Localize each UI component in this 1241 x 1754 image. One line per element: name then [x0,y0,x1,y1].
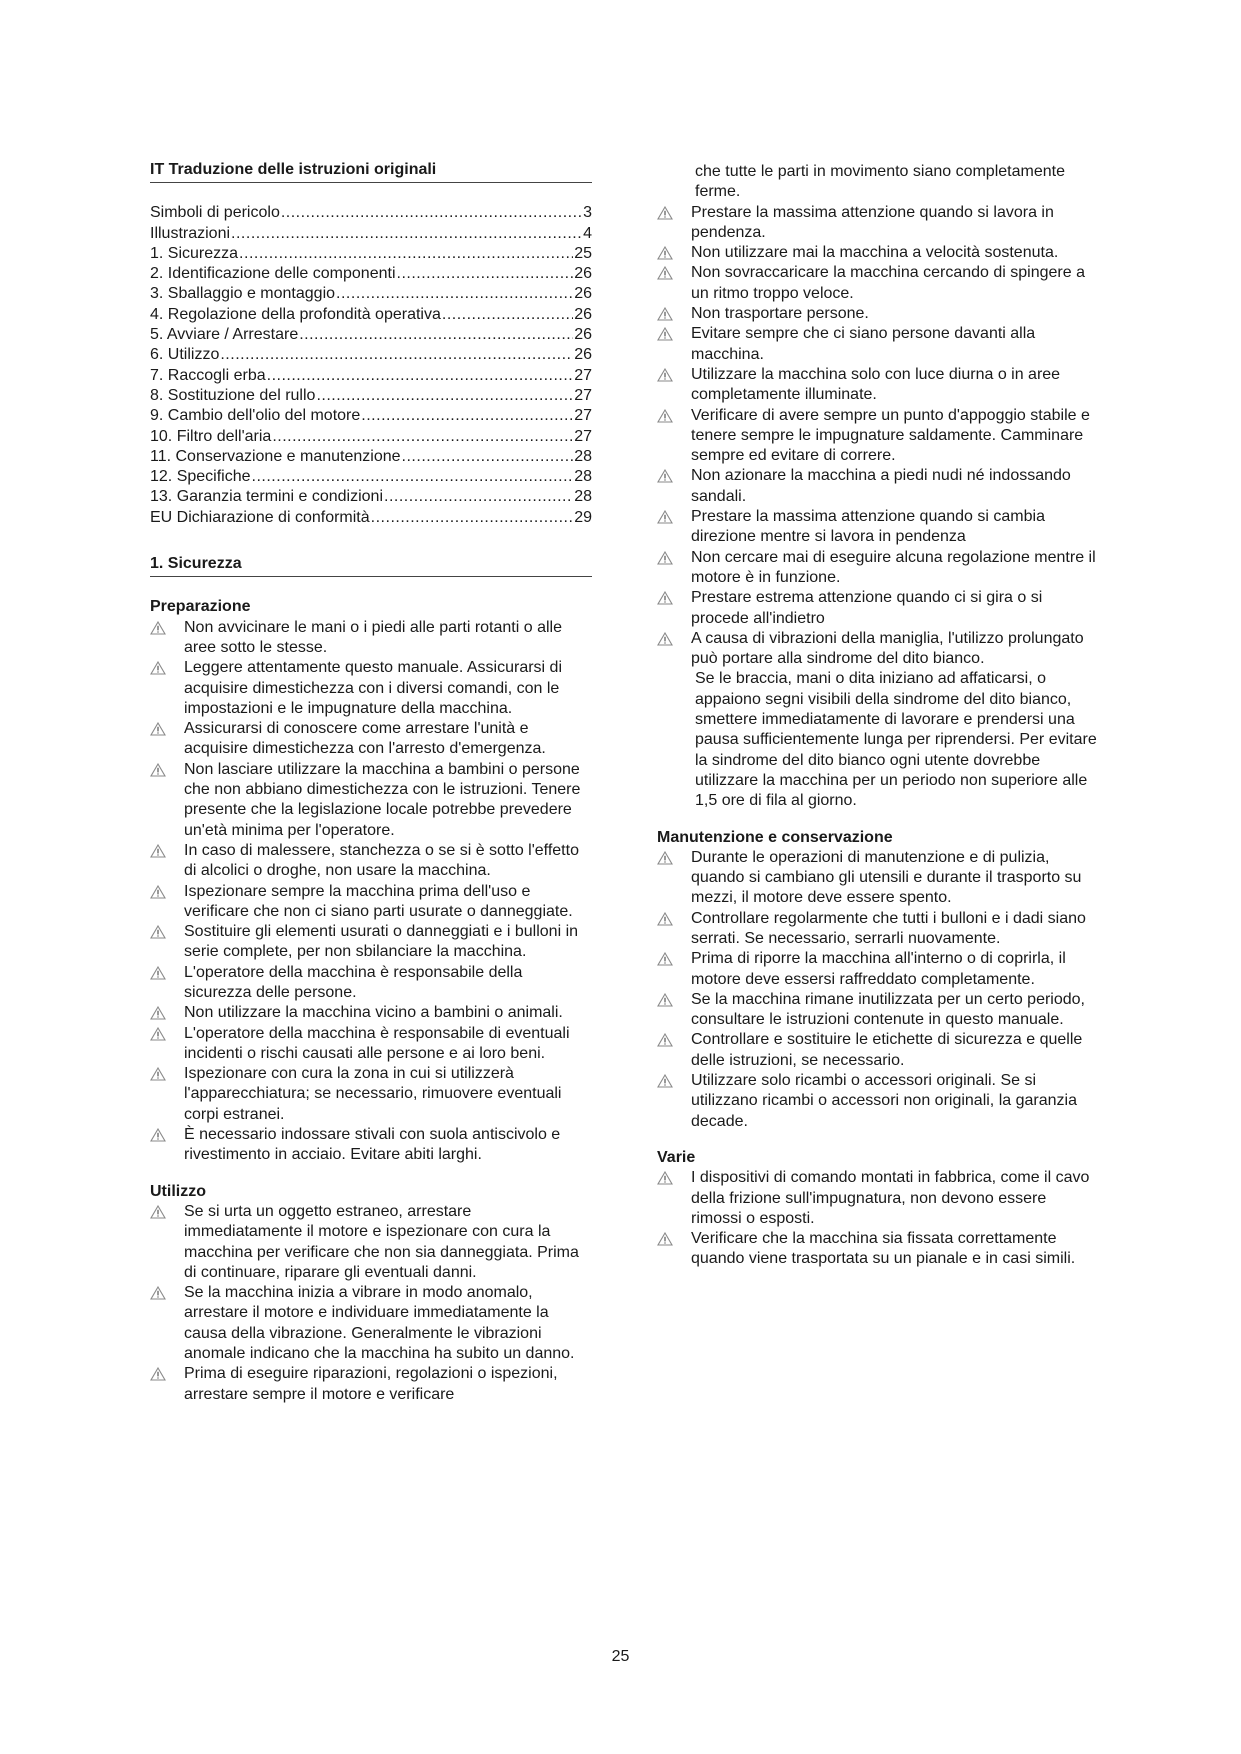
toc-entry-page: 26 [574,346,592,364]
toc-entry-page: 28 [574,488,592,506]
warning-triangle-icon [657,307,673,321]
subheading-utilizzo: Utilizzo [150,1182,206,1200]
toc-entry-label: 9. Cambio dell'olio del motore [150,407,361,425]
list-item [657,990,1097,1031]
warning-triangle-icon [150,1027,166,1041]
toc-leader-dots [442,305,573,325]
list-item [657,243,1097,263]
list-item-text: Utilizzare la macchina solo con luce diurna o in aree completamente illuminate. [691,365,1061,404]
list-item [657,1168,1097,1229]
list-item-text: A causa di vibrazioni della maniglia, l'utilizzo prolungato può portare alla sindrome del dito bianco. [691,629,1084,668]
warning-triangle-icon [657,246,673,260]
toc-leader-dots [402,447,574,467]
list-item-text: Se la macchina rimane inutilizzata per un certo periodo, consultare le istruzioni contenute in questo manuale. [691,990,1085,1029]
list-item-text: Prestare la massima attenzione quando si lavora in pendenza. [691,203,1054,241]
warning-triangle-icon [657,206,673,220]
list-item [657,909,1097,950]
toc-entry-label: 7. Raccogli erba [150,366,266,384]
warning-triangle-icon [150,844,166,858]
list-item-text: Verificare che la macchina sia fissata correttamente quando viene trasportata su un pianale e in casi simili. [691,1230,1076,1268]
manutenzione-list [657,848,1097,1132]
warning-triangle-icon [150,1128,166,1142]
list-item-text: Prestare la massima attenzione quando si cambia direzione mentre si lavora in pendenza [691,508,1045,546]
warning-triangle-icon [657,1171,673,1185]
list-item [150,1364,592,1405]
list-item-text: Se si urta un oggetto estraneo, arrestare immediatamente il motore e ispezionare con cura la macchina per verificare che non sia danneggiata. Prima di continuare, riparare gli eventuali danni. [184,1202,579,1281]
toc-entry [150,406,592,426]
list-item [150,922,592,963]
warning-triangle-icon [150,763,166,777]
subheading-varie: Varie [657,1148,696,1166]
list-item [657,406,1097,467]
list-item-text: Durante le operazioni di manutenzione e di pulizia, quando si cambiano gli utensili e durante il trasporto su mezzi, il motore deve essere spento. [691,848,1082,907]
toc-leader-dots [361,406,573,426]
toc-entry [150,264,592,284]
list-item [150,841,592,882]
list-item [150,963,592,1004]
toc-entry [150,366,592,386]
list-item [657,1071,1097,1132]
toc-entry [150,386,592,406]
toc-entry [150,487,592,507]
toc-entry-label: Illustrazioni [150,224,231,242]
page-number: 25 [611,1648,630,1665]
toc-entry-label: 11. Conservazione e manutenzione [150,447,401,465]
preparazione-list [150,618,592,1166]
toc-entry [150,467,592,487]
toc-entry-page: 28 [574,468,592,486]
warning-triangle-icon [657,993,673,1007]
list-item [150,1125,592,1166]
warning-triangle-icon [150,1367,166,1381]
warning-triangle-icon [150,1006,166,1020]
toc-entry-label: 12. Specifiche [150,468,251,486]
list-item [657,365,1097,406]
toc-leader-dots [231,224,582,244]
list-item-text: Non azionare la macchina a piedi nudi né indossando sandali. [691,467,1071,505]
list-item [150,1202,592,1283]
list-item-text: Non sovraccaricare la macchina cercando di spingere a un ritmo troppo veloce. [691,264,1085,302]
list-item-text: L'operatore della macchina è responsabile della sicurezza delle persone. [184,963,523,1001]
section-heading-sicurezza: 1. Sicurezza [150,554,592,577]
list-item [150,618,592,659]
warning-triangle-icon [657,632,673,646]
toc-entry-page: 25 [574,244,592,262]
list-item [150,719,592,760]
toc-leader-dots [281,203,582,223]
list-item [657,629,1097,670]
list-item-text: Utilizzare solo ricambi o accessori originali. Se si utilizzano ricambi o accessori non originali, la garanzia decade. [691,1072,1077,1130]
list-item-text: Non utilizzare la macchina vicino a bambini o animali. [184,1004,563,1022]
toc-entry [150,427,592,447]
toc-entry [150,447,592,467]
list-item-text: Se la macchina inizia a vibrare in modo anomalo, arrestare il motore e individuare immediatamente la causa della vibrazione. Generalmente le vibrazioni anomale indicano che la macchina ha subito un danno. [184,1284,575,1363]
toc-entry-label: 8. Sostituzione del rullo [150,386,316,404]
list-item [657,466,1097,507]
list-item-text: Sostituire gli elementi usurati o danneggiati e i bulloni in serie complete, per non sbilanciare la macchina. [184,923,579,961]
left-column [150,160,592,1405]
warning-triangle-icon [657,551,673,565]
toc-leader-dots [384,487,573,507]
list-item-text: Controllare e sostituire le etichette di sicurezza e quelle delle istruzioni, se necessario. [691,1031,1083,1069]
right-column [657,162,1097,1270]
toc-leader-dots [220,345,573,365]
toc-entry [150,325,592,345]
toc-entry [150,244,592,264]
toc-entry-label: 6. Utilizzo [150,346,220,364]
toc-entry-label: Simboli di pericolo [150,204,280,222]
list-item-text: Non utilizzare mai la macchina a velocità sostenuta. [691,244,1059,262]
varie-list [657,1168,1097,1269]
warning-triangle-icon [657,510,673,524]
warning-triangle-icon [657,409,673,423]
list-item [150,658,592,719]
warning-triangle-icon [657,266,673,280]
toc-leader-dots [371,508,574,528]
list-item-text: Non avvicinare le mani o i piedi alle parti rotanti o alle aree sotto le stesse. [184,618,562,656]
toc-leader-dots [397,264,574,284]
warning-triangle-icon [657,368,673,382]
list-item [150,760,592,841]
warning-triangle-icon [657,1074,673,1088]
warning-triangle-icon [150,621,166,635]
warning-triangle-icon [657,591,673,605]
toc-entry-page: 4 [583,224,592,242]
list-item [657,1030,1097,1071]
warning-triangle-icon [150,1067,166,1081]
document-title: IT Traduzione delle istruzioni originali [150,160,592,183]
toc-entry-label: EU Dichiarazione di conformità [150,508,370,526]
list-item-text: Ispezionare sempre la macchina prima dell'uso e verificare che non ci siano parti usurate o danneggiate. [184,882,573,920]
list-item [657,507,1097,548]
list-item-text: Verificare di avere sempre un punto d'appoggio stabile e tenere sempre le impugnature saldamente. Camminare sempre ed evitare di correre. [691,406,1090,465]
toc-leader-dots [252,467,574,487]
toc-entry-label: 5. Avviare / Arrestare [150,326,299,344]
list-item [150,1024,592,1065]
toc-entry-page: 27 [574,386,592,404]
toc-entry [150,284,592,304]
white-finger-note: Se le braccia, mani o dita iniziano ad affaticarsi, o appaiono segni visibili della sindrome del dito bianco, smettere immediatamente di lavorare e prendersi una pausa sufficientemente lunga per riprendersi. Per evitare la sindrome del dito bianco ogni utente dovrebbe utilizzare la macchina per un periodo non superiore alle 1,5 ore di fila al giorno. [695,670,1097,810]
list-item [657,548,1097,589]
list-item-text: Evitare sempre che ci siano persone davanti alla macchina. [691,325,1036,363]
warning-triangle-icon [657,912,673,926]
list-item-text: Leggere attentamente questo manuale. Assicurarsi di acquisire dimestichezza con i diversi comandi, con le impostazioni e le impugnature della macchina. [184,659,563,717]
warning-triangle-icon [657,952,673,966]
toc-leader-dots [267,366,574,386]
warning-triangle-icon [657,1033,673,1047]
toc-entry [150,508,592,528]
toc-leader-dots [336,284,573,304]
list-item [150,882,592,923]
warning-triangle-icon [150,885,166,899]
list-item-text: Prestare estrema attenzione quando ci si gira o si procede all'indietro [691,589,1043,627]
list-item [657,949,1097,990]
warning-triangle-icon [150,1286,166,1300]
warning-triangle-icon [657,327,673,341]
toc-entry-page: 28 [574,447,592,465]
list-item-text: Non cercare mai di eseguire alcuna regolazione mentre il motore è in funzione. [691,548,1096,586]
toc-entry-page: 26 [574,326,592,344]
toc-entry-page: 26 [574,285,592,303]
list-item-text: Non lasciare utilizzare la macchina a bambini o persone che non abbiano dimestichezza con le istruzioni. Tenere presente che la legislazione locale potrebbe prevedere un'età minima per l'operatore. [184,760,581,839]
warning-triangle-icon [657,851,673,865]
subheading-preparazione: Preparazione [150,598,251,616]
toc-entry-label: 2. Identificazione delle componenti [150,265,396,283]
toc-entry-page: 27 [574,427,592,445]
warning-triangle-icon [150,925,166,939]
toc-entry [150,305,592,325]
list-item-text: Prima di riporre la macchina all'interno o di coprirla, il motore deve essersi raffreddato completamente. [691,950,1066,988]
list-item-text: L'operatore della macchina è responsabile di eventuali incidenti o rischi causati alle persone e ai loro beni. [184,1024,570,1062]
toc-entry-label: 1. Sicurezza [150,244,239,262]
toc-entry [150,224,592,244]
warning-triangle-icon [150,1205,166,1219]
list-item [150,1064,592,1125]
toc-entry-label: 4. Regolazione della profondità operativa [150,305,441,323]
warning-triangle-icon [657,469,673,483]
list-item [657,848,1097,909]
table-of-contents [150,203,592,528]
list-item-text: È necessario indossare stivali con suola antiscivolo e rivestimento in acciaio. Evitare abiti larghi. [184,1126,561,1164]
list-item-text: Ispezionare con cura la zona in cui si utilizzerà l'apparecchiatura; se necessario, rimuovere eventuali corpi estranei. [184,1065,562,1123]
list-item [657,203,1097,244]
list-item [657,1229,1097,1270]
list-item [150,1283,592,1364]
toc-leader-dots [272,427,573,447]
toc-entry-page: 3 [583,204,592,222]
warning-triangle-icon [150,661,166,675]
list-item-text: Prima di eseguire riparazioni, regolazioni o ispezioni, arrestare sempre il motore e verificare [184,1365,558,1403]
toc-entry-page: 26 [574,305,592,323]
toc-entry-page: 29 [574,508,592,526]
list-item [657,324,1097,365]
list-item [657,304,1097,324]
list-item [657,588,1097,629]
warning-triangle-icon [150,966,166,980]
warning-triangle-icon [150,722,166,736]
subheading-manutenzione: Manutenzione e conservazione [657,828,893,846]
list-item-text: In caso di malessere, stanchezza o se si è sotto l'effetto di alcolici o droghe, non usare la macchina. [184,841,579,880]
toc-entry [150,203,592,223]
list-item-text: Controllare regolarmente che tutti i bulloni e i dadi siano serrati. Se necessario, serrarli nuovamente. [691,909,1086,947]
toc-entry-page: 27 [574,407,592,425]
continued-text: che tutte le parti in movimento siano completamente ferme. [695,163,1065,201]
toc-entry-page: 26 [574,265,592,283]
utilizzo-list [150,1202,592,1405]
toc-entry-page: 27 [574,366,592,384]
warning-triangle-icon [657,1232,673,1246]
toc-leader-dots [299,325,573,345]
toc-entry-label: 3. Sballaggio e montaggio [150,285,336,303]
list-item [150,1003,592,1023]
toc-entry-label: 10. Filtro dell'aria [150,427,272,445]
toc-entry-label: 13. Garanzia termini e condizioni [150,488,384,506]
toc-leader-dots [239,244,573,264]
list-item-text: I dispositivi di comando montati in fabbrica, come il cavo della frizione sull'impugnatura, non devono essere rimossi o esposti. [691,1169,1090,1227]
toc-entry [150,345,592,365]
list-item-text: Assicurarsi di conoscere come arrestare l'unità e acquisire dimestichezza con l'arresto d'emergenza. [184,720,546,758]
toc-leader-dots [316,386,573,406]
list-item-text: Non trasportare persone. [691,305,869,323]
utilizzo-continued-list [657,203,1097,670]
list-item [657,263,1097,304]
